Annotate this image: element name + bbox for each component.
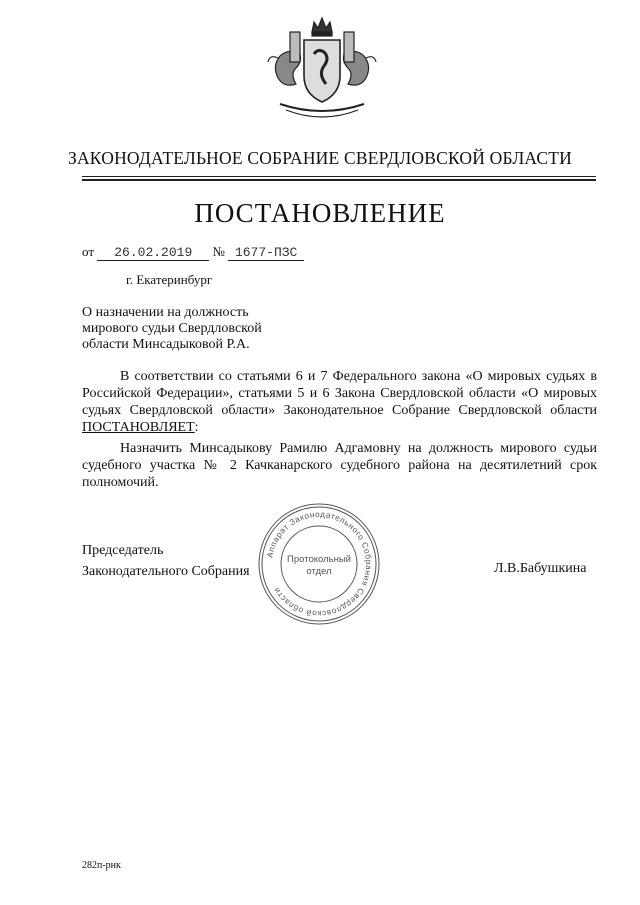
preamble-colon: : — [194, 420, 199, 435]
subject-block — [82, 305, 262, 353]
preamble-text: В соответствии со статьями 6 и 7 Федерального закона «О мировых судьях в Российской Федерации», статьями 5 и 6 Закона Свердловской области «О мировых судьях Свердловской области» Законодательное Собрание Свердловской области — [82, 369, 597, 418]
round-stamp — [257, 502, 381, 626]
stamp-outer-text: Аппарат Законодательного Собрания Свердловской области — [265, 509, 374, 619]
document-number: 1677-ПЗС — [228, 246, 304, 261]
subject-line: области Минсадыковой Р.А. — [82, 337, 250, 352]
date-prefix: от — [82, 244, 95, 259]
subject-line: мирового судьи Свердловской — [82, 321, 262, 336]
signatory-position — [82, 540, 250, 582]
footer-code: 282п-рнк — [82, 860, 121, 871]
position-line: Законодательного Собрания — [82, 564, 250, 579]
organization-title: ЗАКОНОДАТЕЛЬНОЕ СОБРАНИЕ СВЕРДЛОВСКОЙ ОБЛАСТИ — [68, 148, 572, 168]
header-divider-bottom — [82, 179, 596, 181]
stamp-inner-line: Протокольный — [287, 554, 351, 565]
date-number-line — [82, 244, 304, 261]
resolves-keyword: ПОСТАНОВЛЯЕТ — [82, 420, 195, 435]
number-prefix: № — [212, 244, 225, 259]
document-type-title: ПОСТАНОВЛЕНИЕ — [194, 198, 446, 228]
date-value: 26.02.2019 — [97, 246, 209, 261]
resolution-paragraph: Назначить Минсадыкову Рамилю Адгамовну на должность мирового судьи судебного участка № 2 Качканарского судебного района на десятилетний срок полномочий. — [82, 441, 597, 490]
stamp-inner-line: отдел — [306, 566, 332, 577]
signatory-name: Л.В.Бабушкина — [494, 561, 587, 576]
preamble-paragraph — [82, 368, 597, 436]
header-divider-top — [82, 176, 596, 177]
coat-of-arms-icon — [260, 14, 384, 126]
subject-line: О назначении на должность — [82, 305, 249, 320]
city-line: г. Екатеринбург — [126, 272, 213, 287]
position-line: Председатель — [82, 543, 164, 558]
